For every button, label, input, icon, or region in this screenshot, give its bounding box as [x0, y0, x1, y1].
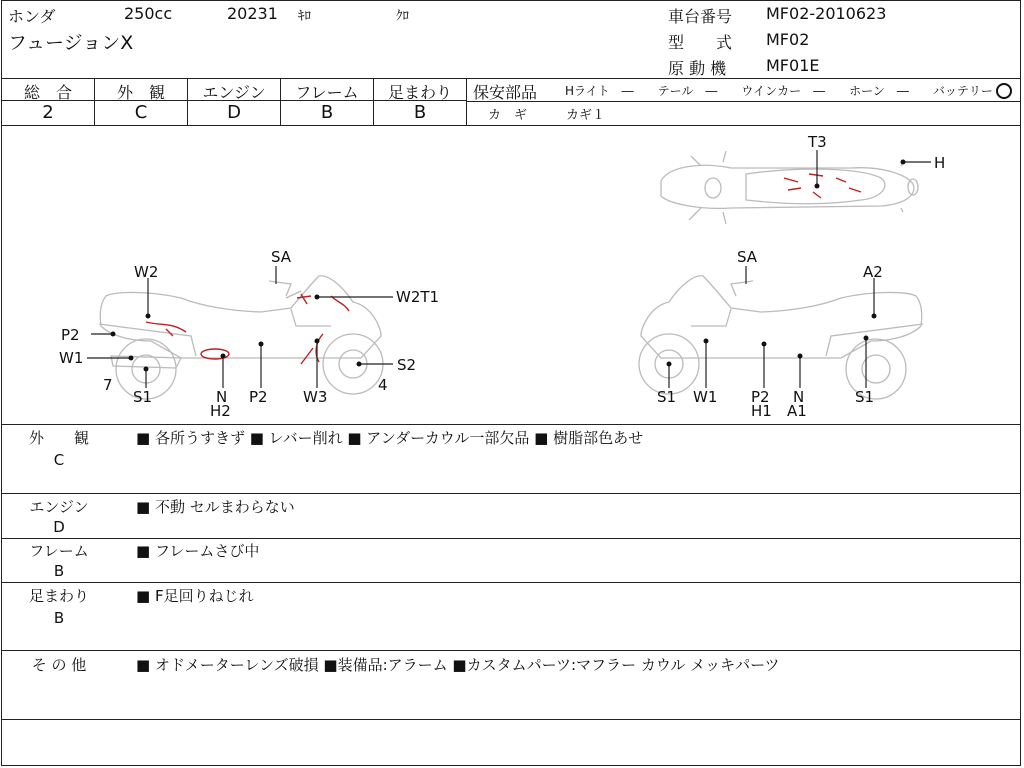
score-exterior: C: [134, 102, 148, 123]
label-h1-right: H1: [751, 402, 772, 420]
section-suspension-text: ■ F足回りねじれ: [136, 587, 254, 605]
safety-label: 保安部品: [473, 83, 538, 102]
label-w2t1: W2T1: [396, 288, 440, 306]
year: 20231: [227, 4, 278, 23]
divider: [467, 101, 1021, 102]
score-engine: D: [227, 102, 241, 123]
label-s1: S1: [133, 388, 153, 406]
section-engine-grade: D: [53, 518, 65, 536]
safety-items: Hライト ― テール ― ウインカー ― ホーン ― バッテリー: [565, 84, 993, 98]
divider: [1, 650, 1021, 651]
grade-mark: ｷﾛ: [298, 9, 311, 24]
score-header-suspension: 足まわり: [387, 83, 452, 102]
displacement: 250cc: [124, 4, 173, 23]
label-t3: T3: [808, 133, 827, 151]
battery-ok-mark: [996, 83, 1012, 99]
divider: [1, 424, 1021, 425]
frame-no-label: 車台番号: [668, 7, 733, 26]
label-p2-b: P2: [249, 388, 268, 406]
label-w2: W2: [134, 263, 159, 281]
label-s1-right-rear: S1: [855, 388, 875, 406]
label-h: H: [934, 154, 946, 172]
label-w1: W1: [59, 349, 84, 367]
engine-label: 原 動 機: [668, 59, 727, 78]
label-sa: SA: [271, 248, 292, 266]
section-frame-text: ■ フレームさび中: [136, 542, 260, 560]
label-sa-right: SA: [737, 248, 758, 266]
section-engine-head: エンジン: [29, 498, 89, 516]
section-exterior-head: 外 観: [28, 429, 89, 447]
label-n-right: N: [793, 388, 805, 406]
divider: [1, 78, 1021, 79]
model-code: MF02: [766, 30, 810, 49]
label-n: N: [216, 388, 228, 406]
score-header-engine: エンジン: [202, 83, 266, 102]
frame-no: MF02-2010623: [766, 4, 887, 23]
label-4: 4: [378, 376, 388, 394]
score-header-frame: フレーム: [295, 83, 359, 102]
label-w3: W3: [303, 388, 328, 406]
engine-code: MF01E: [766, 56, 820, 75]
score-total: 2: [42, 102, 54, 123]
section-other-text: ■ オドメーターレンズ破損 ■装備品:アラーム ■カスタムパーツ:マフラー カウル メッキパーツ: [136, 656, 780, 674]
section-frame-head: フレーム: [29, 542, 89, 560]
key-label: カ ギ: [488, 108, 528, 123]
section-suspension-head: 足まわり: [28, 587, 89, 605]
score-header-exterior: 外 観: [116, 83, 165, 102]
maker: ホンダ: [8, 7, 56, 26]
key-value: カギ１: [566, 108, 606, 123]
divider: [1, 538, 1021, 539]
label-7: 7: [103, 376, 113, 394]
section-engine-text: ■ 不動 セルまわらない: [136, 498, 295, 516]
score-suspension: B: [413, 102, 427, 123]
color: ｸﾛ: [396, 9, 409, 24]
score-frame: B: [320, 102, 334, 123]
label-a2: A2: [863, 263, 883, 281]
divider: [1, 493, 1021, 494]
label-p2-right: P2: [751, 388, 770, 406]
label-a1-right: A1: [787, 402, 807, 420]
score-header-total: 総 合: [23, 83, 72, 102]
divider: [466, 78, 467, 125]
model-label: 型 式: [668, 33, 733, 52]
label-s1-right: S1: [657, 388, 677, 406]
label-s2: S2: [397, 356, 417, 374]
divider: [1, 719, 1021, 720]
damage-diagram: [1, 126, 1021, 424]
section-other-head: そ の 他: [31, 656, 87, 674]
label-p2: P2: [61, 326, 80, 344]
model-name: フュージョンX: [8, 32, 134, 54]
section-frame-grade: B: [53, 562, 65, 580]
label-w1-right: W1: [693, 388, 718, 406]
section-exterior-grade: C: [53, 451, 65, 469]
section-exterior-text: ■ 各所うすきず ■ レバー削れ ■ アンダーカウル一部欠品 ■ 樹脂部色あせ: [136, 429, 644, 447]
section-suspension-grade: B: [53, 609, 65, 627]
label-h2: H2: [210, 402, 231, 420]
divider: [1, 582, 1021, 583]
